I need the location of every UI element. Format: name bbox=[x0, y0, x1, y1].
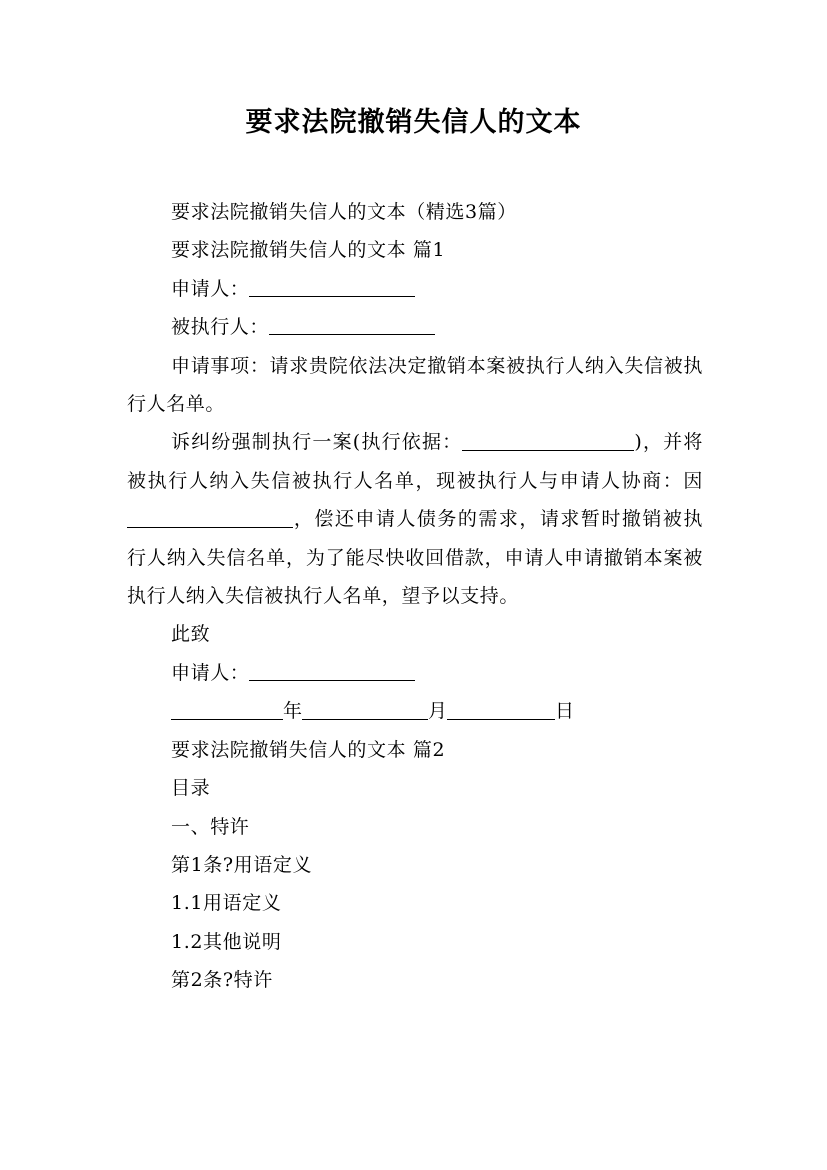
body-part-3: ，偿还申请人债务的需求，请求暂时撤销被执行人纳入失信名单，为了能尽快收回借款，申请人申请撤销本案被执行人纳入失信被执行人名单，望予以支持。 bbox=[127, 508, 703, 608]
toc-heading: 目录 bbox=[171, 777, 211, 800]
document-body bbox=[127, 193, 703, 1000]
toc-item: 第2条?特许 bbox=[171, 969, 273, 992]
intro-line: 要求法院撤销失信人的文本（精选3篇） bbox=[171, 201, 517, 223]
toc-item: 第1条?用语定义 bbox=[171, 853, 313, 876]
body-paragraph bbox=[127, 423, 703, 615]
date-line bbox=[127, 692, 703, 730]
toc-item: 1.2其他说明 bbox=[171, 930, 282, 953]
part1-heading: 要求法院撤销失信人的文本 篇1 bbox=[171, 239, 446, 262]
toc-item: 1.1用语定义 bbox=[171, 892, 282, 915]
closing-line: 此致 bbox=[171, 623, 211, 646]
day-blank bbox=[447, 699, 555, 720]
basis-blank bbox=[462, 430, 634, 451]
applicant-blank bbox=[249, 276, 415, 297]
signature-label: 申请人： bbox=[171, 661, 250, 684]
body-part-1: 诉纠纷强制执行一案(执行依据： bbox=[171, 431, 463, 454]
day-label: 日 bbox=[555, 700, 575, 723]
request-paragraph: 申请事项：请求贵院依法决定撤销本案被执行人纳入失信被执行人名单。 bbox=[127, 354, 703, 416]
respondent-line bbox=[127, 308, 703, 346]
year-blank bbox=[171, 699, 283, 720]
signature-line bbox=[127, 654, 703, 692]
applicant-label: 申请人： bbox=[171, 277, 250, 300]
body-part-2: )，并将被执行人纳入失信被执行人名单，现被执行人与申请人协商：因 bbox=[127, 431, 703, 492]
respondent-blank bbox=[269, 315, 435, 336]
toc-item: 一、特许 bbox=[171, 815, 250, 838]
month-blank bbox=[302, 699, 428, 720]
signature-blank bbox=[249, 660, 415, 681]
respondent-label: 被执行人： bbox=[171, 316, 270, 339]
month-label: 月 bbox=[428, 700, 448, 723]
year-label: 年 bbox=[283, 700, 303, 723]
reason-blank bbox=[127, 507, 293, 528]
document-title: 要求法院撤销失信人的文本 bbox=[245, 107, 582, 138]
applicant-line bbox=[127, 270, 703, 308]
part2-heading: 要求法院撤销失信人的文本 篇2 bbox=[171, 738, 446, 761]
